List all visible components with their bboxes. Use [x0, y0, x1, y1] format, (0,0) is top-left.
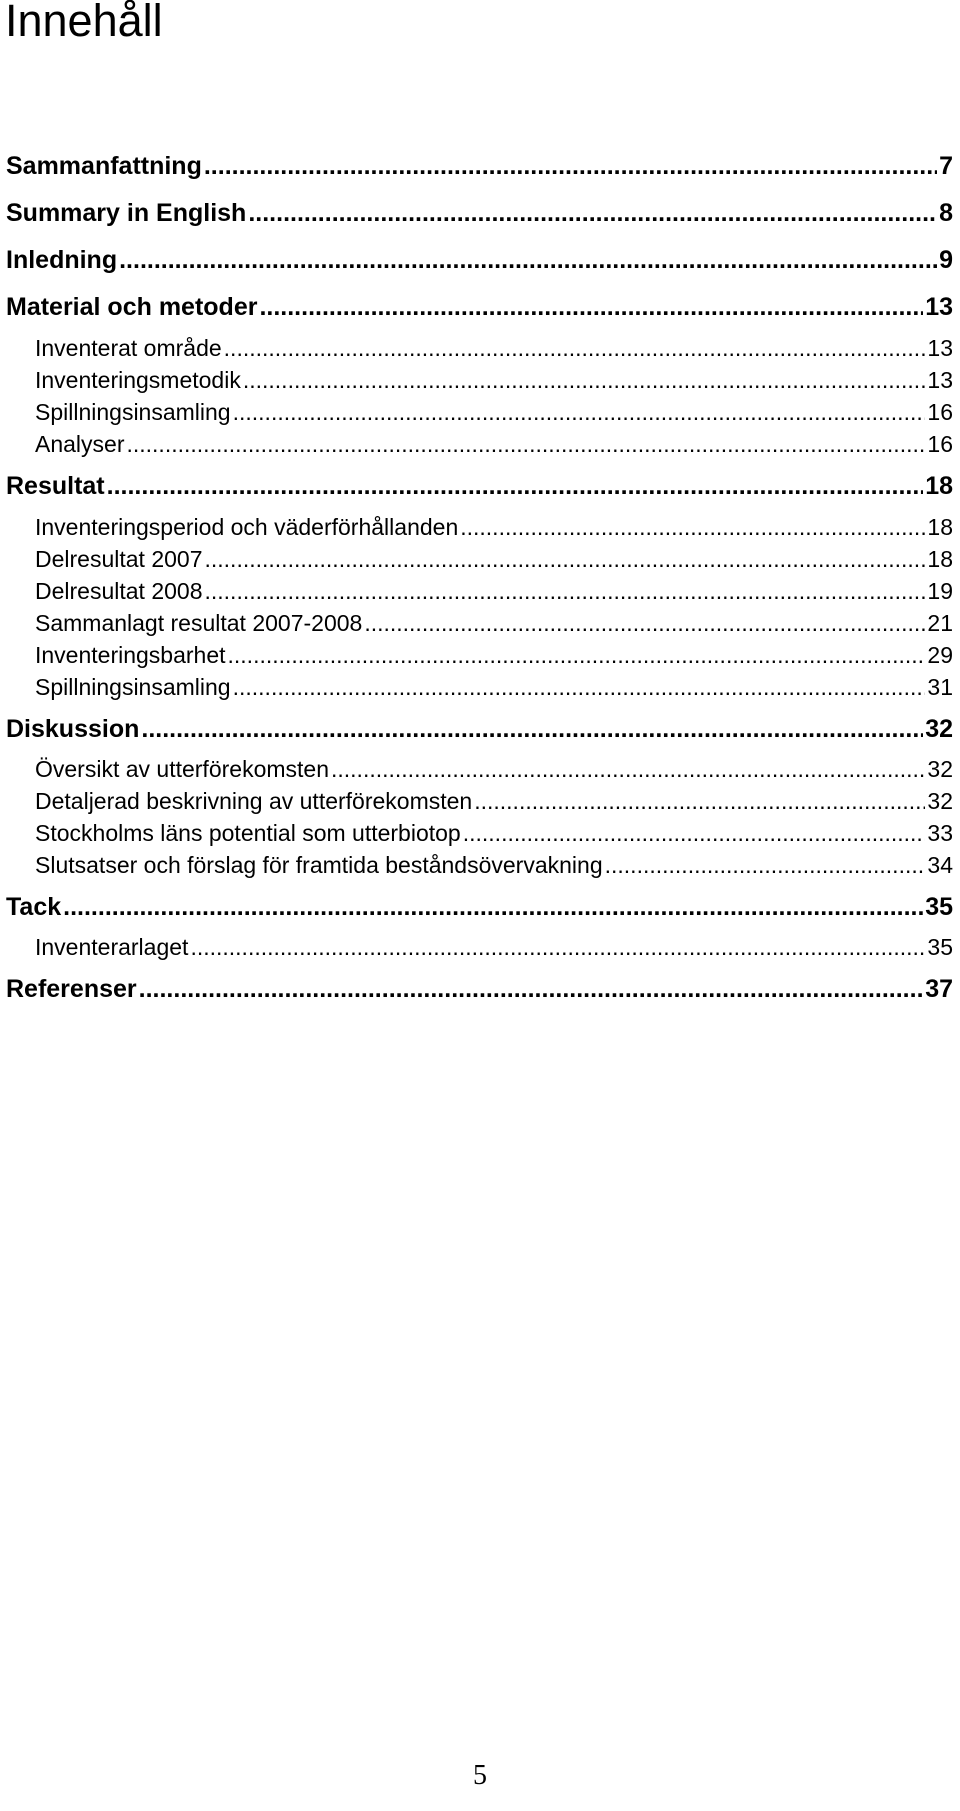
toc-entry-label: Spillningsinsamling — [35, 399, 231, 425]
toc-leader-dots — [331, 756, 925, 783]
toc-entry-label: Översikt av utterförekomsten — [35, 756, 329, 782]
toc-leader-dots — [474, 788, 925, 815]
toc-entry-inventeringsperiod[interactable] — [35, 514, 953, 544]
toc-entry-inventerarlaget[interactable] — [35, 934, 953, 964]
toc-leader-dots — [243, 367, 926, 394]
toc-leader-dots — [119, 246, 937, 275]
toc-entry-page: 35 — [925, 893, 953, 921]
toc-entry-label: Inventeringsperiod och väderförhållanden — [35, 514, 459, 540]
toc-leader-dots — [463, 820, 926, 847]
toc-entry-page: 19 — [927, 578, 953, 604]
toc-entry-page: 37 — [925, 975, 953, 1003]
toc-entry-label: Analyser — [35, 431, 125, 457]
toc-entry-inledning[interactable] — [6, 246, 953, 278]
toc-leader-dots — [126, 431, 925, 458]
toc-entry-label: Material och metoder — [6, 293, 258, 321]
toc-entry-label: Resultat — [6, 472, 105, 500]
toc-entry-label: Summary in English — [6, 199, 247, 227]
toc-entry-referenser[interactable] — [6, 975, 953, 1007]
toc-leader-dots — [605, 852, 926, 879]
toc-entry-page: 32 — [927, 756, 953, 782]
toc-leader-dots — [63, 893, 923, 922]
toc-entry-inventerat-omrade[interactable] — [35, 335, 953, 365]
toc-leader-dots — [190, 934, 925, 961]
toc-entry-label: Detaljerad beskrivning av utterförekomsten — [35, 788, 473, 814]
toc-entry-page: 33 — [927, 820, 953, 846]
page-number: 5 — [473, 1760, 487, 1791]
toc-entry-label: Inventeringsmetodik — [35, 367, 241, 393]
toc-entry-page: 16 — [927, 431, 953, 457]
toc-entry-label: Sammanlagt resultat 2007-2008 — [35, 610, 363, 636]
toc-entry-page: 9 — [939, 246, 953, 274]
toc-entry-page: 35 — [927, 934, 953, 960]
toc-entry-label: Delresultat 2007 — [35, 546, 203, 572]
toc-entry-label: Diskussion — [6, 715, 140, 743]
toc-entry-label: Inledning — [6, 246, 118, 274]
toc-entry-page: 13 — [925, 293, 953, 321]
toc-entry-page: 18 — [927, 514, 953, 540]
toc-entry-delresultat-2007[interactable] — [35, 546, 953, 576]
toc-entry-page: 32 — [927, 788, 953, 814]
page-title: Innehåll — [5, 0, 163, 46]
toc-entry-spillningsinsamling-1[interactable] — [35, 399, 953, 429]
toc-leader-dots — [205, 578, 926, 605]
toc-entry-inventeringsmetodik[interactable] — [35, 367, 953, 397]
toc-entry-tack[interactable] — [6, 893, 953, 925]
toc-entry-label: Inventerat område — [35, 335, 222, 361]
toc-entry-label: Slutsatser och förslag för framtida beståndsövervakning — [35, 852, 603, 878]
toc-leader-dots — [139, 975, 924, 1004]
toc-entry-summary-in-english[interactable] — [6, 199, 953, 231]
toc-entry-slutsatser[interactable] — [35, 852, 953, 882]
toc-entry-page: 34 — [927, 852, 953, 878]
toc-entry-inventeringsbarhet[interactable] — [35, 642, 953, 672]
toc-entry-resultat[interactable] — [6, 472, 953, 504]
toc-entry-label: Spillningsinsamling — [35, 674, 231, 700]
toc-entry-page: 7 — [939, 152, 953, 180]
toc-leader-dots — [205, 546, 926, 573]
toc-entry-page: 31 — [927, 674, 953, 700]
toc-entry-oversikt[interactable] — [35, 756, 953, 786]
toc-entry-label: Referenser — [6, 975, 137, 1003]
toc-entry-delresultat-2008[interactable] — [35, 578, 953, 608]
toc-entry-label: Inventerarlaget — [35, 934, 189, 960]
toc-entry-page: 18 — [925, 472, 953, 500]
toc-entry-spillningsinsamling-2[interactable] — [35, 674, 953, 704]
toc-leader-dots — [228, 642, 926, 669]
toc-leader-dots — [233, 399, 926, 426]
toc-entry-page: 13 — [927, 335, 953, 361]
toc-entry-page: 32 — [925, 715, 953, 743]
toc-entry-label: Inventeringsbarhet — [35, 642, 226, 668]
toc-entry-page: 21 — [927, 610, 953, 636]
toc-leader-dots — [107, 472, 924, 501]
toc-leader-dots — [364, 610, 925, 637]
toc-leader-dots — [224, 335, 926, 362]
toc-entry-page: 13 — [927, 367, 953, 393]
toc-entry-label: Delresultat 2008 — [35, 578, 203, 604]
toc-leader-dots — [204, 152, 937, 181]
toc-leader-dots — [259, 293, 923, 322]
toc-entry-label: Sammanfattning — [6, 152, 202, 180]
toc-entry-page: 16 — [927, 399, 953, 425]
toc-leader-dots — [248, 199, 937, 228]
toc-leader-dots — [460, 514, 925, 541]
toc-entry-page: 18 — [927, 546, 953, 572]
toc-entry-sammanlagt-resultat[interactable] — [35, 610, 953, 640]
toc-entry-page: 29 — [927, 642, 953, 668]
toc-entry-detaljerad-beskrivning[interactable] — [35, 788, 953, 818]
toc-entry-page: 8 — [939, 199, 953, 227]
toc-entry-analyser[interactable] — [35, 431, 953, 461]
toc-leader-dots — [141, 715, 923, 744]
toc-entry-label: Tack — [6, 893, 62, 921]
toc-entry-diskussion[interactable] — [6, 715, 953, 747]
toc-entry-material-och-metoder[interactable] — [6, 293, 953, 325]
toc-entry-label: Stockholms läns potential som utterbiotop — [35, 820, 461, 846]
toc-leader-dots — [233, 674, 926, 701]
toc-entry-stockholms-lans-potential[interactable] — [35, 820, 953, 850]
toc-entry-sammanfattning[interactable] — [6, 152, 953, 184]
